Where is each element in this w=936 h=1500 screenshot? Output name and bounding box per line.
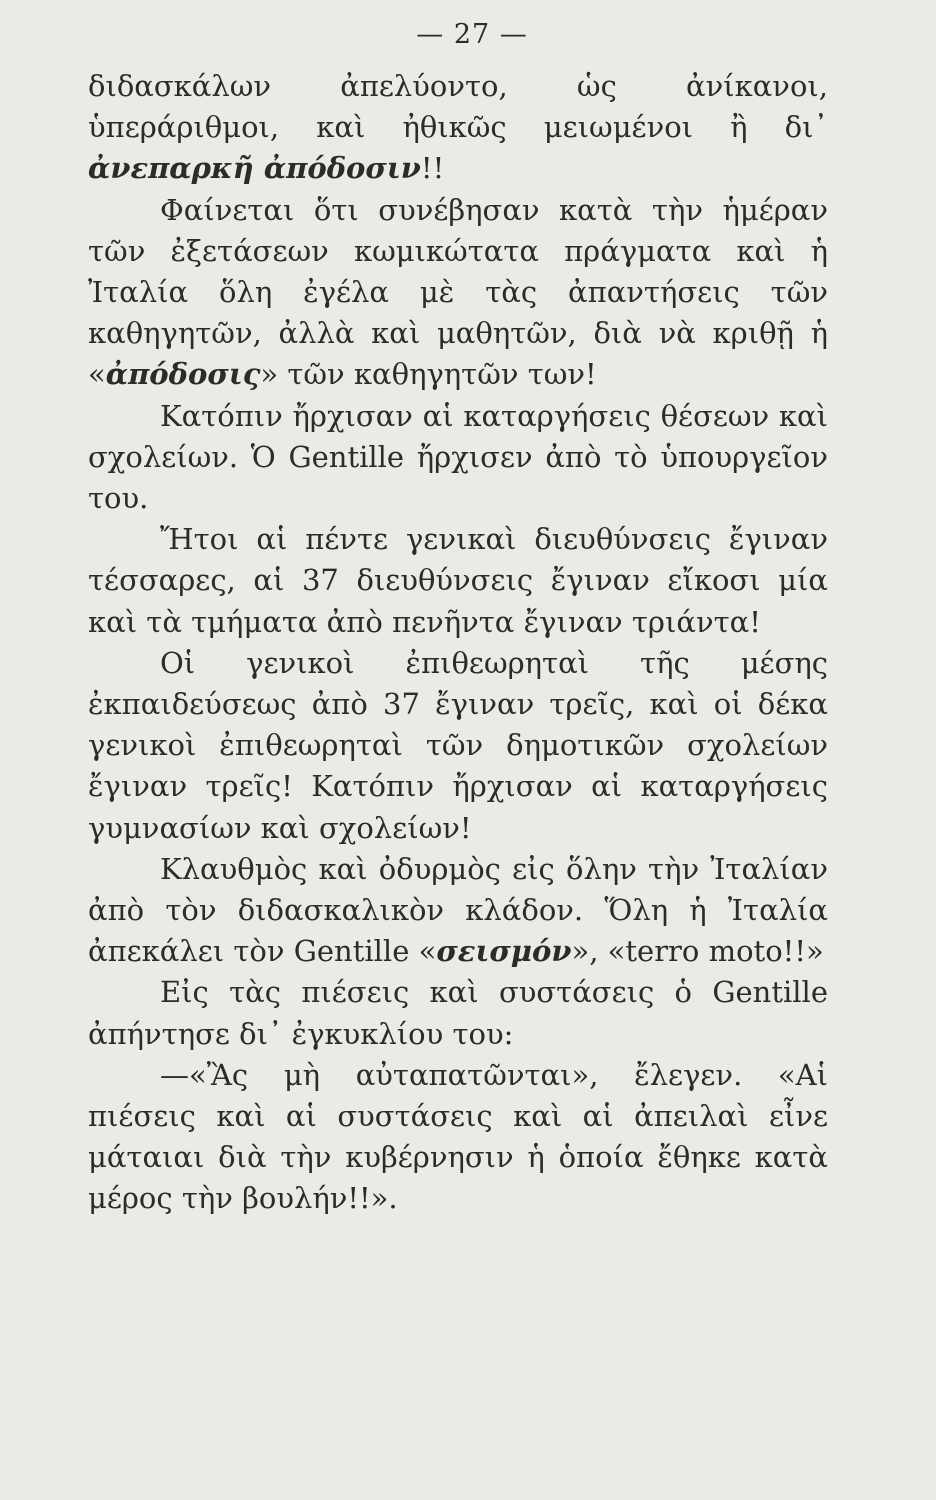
- paragraph-1: [88, 66, 828, 190]
- paragraph-3: Κατόπιν ἤρχισαν αἱ καταργήσεις θέσεων καὶ σχολείων. Ὁ Gentille ἤρχισεν ἀπὸ τὸ ὑπουργεῖον του.: [88, 398, 828, 516]
- paragraph-6-text-b: », «terro moto!!»: [571, 934, 824, 969]
- paragraph-6-text-a: Κλαυθμὸς καὶ ὀδυρμὸς εἰς ὅλην τὴν Ἰταλίαν ἀπὸ τὸν διδασκαλικὸν κλάδον. Ὅλη ἡ Ἰταλία ἀπεκάλει τὸν Gentille «: [88, 851, 828, 969]
- paragraph-2: [88, 190, 828, 396]
- paragraph-2-text-b: » τῶν καθηγητῶν των!: [260, 357, 597, 392]
- paragraph-8-quote: —«Ἂς μὴ αὐταπατῶνται», ἔλεγεν. «Αἱ πιέσεις καὶ αἱ συστάσεις καὶ αἱ ἀπειλαὶ εἶνε μάταιαι διὰ τὴν κυβέρνησιν ἡ ὁποία ἔθηκε κατὰ μέρος τὴν βουλήν!!».: [88, 1057, 828, 1216]
- paragraph-2-text-a: Φαίνεται ὅτι συνέβησαν κατὰ τὴν ἡμέραν τῶν ἐξετάσεων κωμικώτατα πράγματα καὶ ἡ Ἰταλία ὅλη ἐγέλα μὲ τὰς ἀπαντήσεις τῶν καθηγητῶν, ἀλλὰ καὶ μαθητῶν, διὰ νὰ κριθῇ ἡ «: [88, 192, 828, 392]
- paragraph-1-text-b: !!: [420, 151, 445, 186]
- paragraph-6: [88, 849, 828, 973]
- paragraph-6-emphasis: σεισμόν: [436, 934, 572, 969]
- page-number: — 27 —: [416, 19, 528, 50]
- paragraph-2-emphasis: ἀπόδοσις: [105, 357, 261, 392]
- paragraph-5: Οἱ γενικοὶ ἐπιθεωρηταὶ τῆς μέσης ἐκπαιδεύσεως ἀπὸ 37 ἔγιναν τρεῖς, καὶ οἱ δέκα γενικοὶ ἐπιθεωρηταὶ τῶν δημοτικῶν σχολείων ἔγιναν τρεῖς! Κατόπιν ἤρχισαν αἱ καταργήσεις γυμνασίων καὶ σχολείων!: [88, 645, 828, 845]
- paragraph-7: Εἰς τὰς πιέσεις καὶ συστάσεις ὁ Gentille ἀπήντησε δι᾽ ἐγκυκλίου του:: [88, 975, 828, 1051]
- paragraph-1-emphasis: ἀνεπαρκῆ ἀπόδοσιν: [88, 151, 421, 186]
- body-text: [88, 66, 828, 1220]
- paragraph-4: Ἤτοι αἱ πέντε γενικαὶ διευθύνσεις ἔγιναν τέσσαρες, αἱ 37 διευθύνσεις ἔγιναν εἴκοσι μία καὶ τὰ τμήματα ἀπὸ πενῆντα ἔγιναν τριάντα!: [88, 522, 828, 639]
- paragraph-1-text-a: διδασκάλων ἀπελύοντο, ὡς ἀνίκανοι, ὑπεράριθμοι, καὶ ἠθικῶς μειωμένοι ἢ δι᾽: [88, 69, 828, 145]
